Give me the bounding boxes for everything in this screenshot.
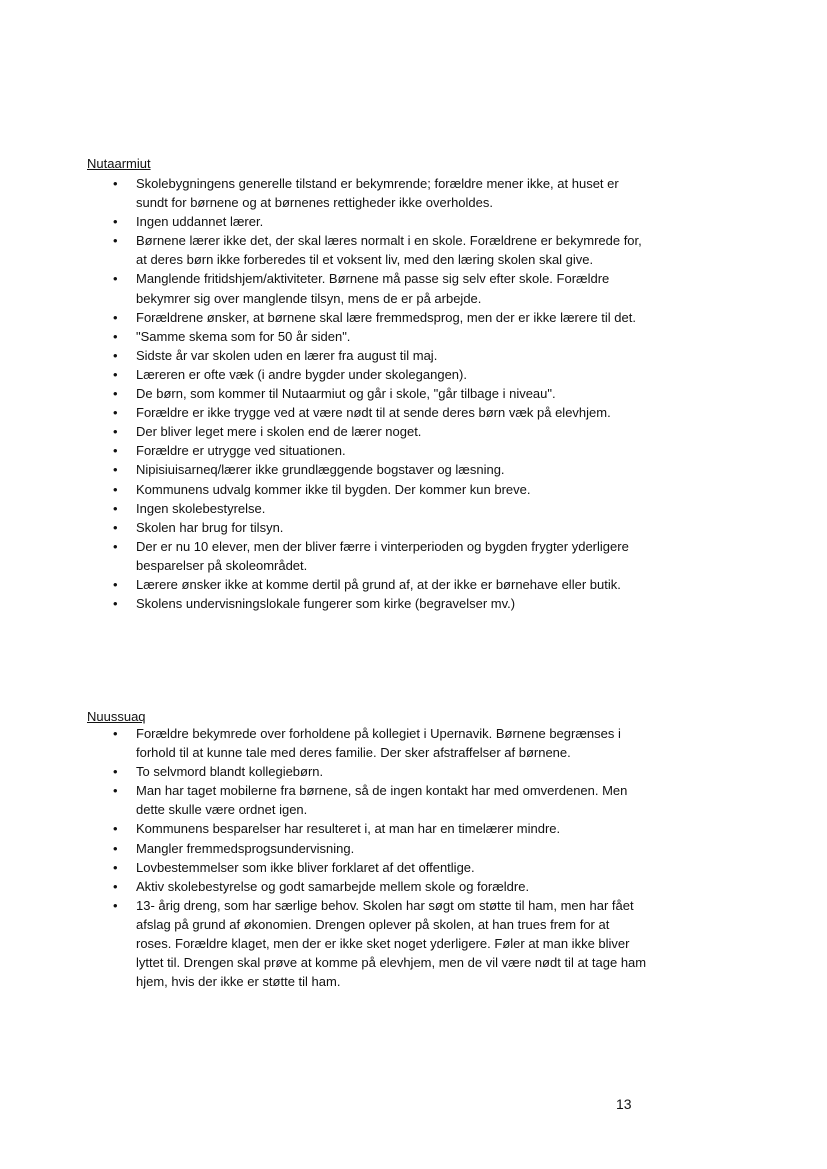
list-item: • Skolens undervisningslokale fungerer som kirke (begravelser mv.) bbox=[87, 594, 647, 613]
list-item: • Lovbestemmelser som ikke bliver forklaret af det offentlige. bbox=[87, 858, 647, 877]
bullet-icon: • bbox=[113, 538, 118, 554]
bullet-icon: • bbox=[113, 233, 118, 249]
bullet-icon: • bbox=[113, 840, 118, 856]
bullet-icon: • bbox=[113, 176, 118, 191]
bullet-icon: • bbox=[113, 309, 118, 325]
list-item: • Nipisiuisarneq/lærer ikke grundlæggende bogstaver og læsning. bbox=[87, 460, 647, 479]
list-item: • Forældre er ikke trygge ved at være nødt til at sende deres børn væk på elevhjem. bbox=[87, 403, 647, 422]
bullet-icon: • bbox=[113, 576, 118, 592]
bullet-icon: • bbox=[113, 443, 118, 459]
bullet-icon: • bbox=[113, 424, 118, 440]
list-item: • Forældre bekymrede over forholdene på kollegiet i Upernavik. Børnene begrænses i forhold til at kunne tale med deres familie. Der sker afstraffelser af børnene. bbox=[113, 726, 621, 761]
list-item: • Manglende fritidshjem/aktiviteter. Børnene må passe sig selv efter skole. Forældre bekymrer sig over manglende tilsyn, mens de er på arbejde. bbox=[113, 271, 610, 306]
list-item: • Skolen har brug for tilsyn. bbox=[87, 518, 647, 537]
bullet-icon: • bbox=[113, 500, 118, 516]
list-item: • To selvmord blandt kollegiebørn. bbox=[87, 762, 647, 781]
list-item: • Kommunens besparelser har resulteret i, at man har en timelærer mindre. bbox=[87, 819, 647, 838]
list-item: • Ingen skolebestyrelse. bbox=[87, 499, 647, 518]
list-item: • Børnene lærer ikke det, der skal læres normalt i en skole. Forældrene er bekymrede for, at deres børn ikke forberedes til et voksent liv, med den læring skolen skal give. bbox=[113, 233, 642, 268]
list-item: • Sidste år var skolen uden en lærer fra august til maj. bbox=[87, 346, 647, 365]
nutaarmiut-bullet-list bbox=[87, 174, 647, 613]
list-item: • 13- årig dreng, som har særlige behov. Skolen har søgt om støtte til ham, men har fået afslag på grund af økonomien. Drengen oplever på skolen, at han trues frem for at roses. Forældre klaget, men der er ikke sket noget yderligere. Føler at man ikke bliver lyttet til. Drengen skal prøve at komme på elevhjem, men de vil være nødt til at tage ham hjem, hvis der ikke er støtte til ham. bbox=[113, 897, 647, 990]
bullet-icon: • bbox=[113, 726, 118, 741]
list-item: • Lærere ønsker ikke at komme dertil på grund af, at der ikke er børnehave eller butik. bbox=[87, 575, 647, 594]
bullet-icon: • bbox=[113, 347, 118, 363]
list-item: • De børn, som kommer til Nutaarmiut og går i skole, "går tilbage i niveau". bbox=[87, 384, 647, 403]
nuussuaq-bullet-list bbox=[87, 724, 647, 991]
list-item: • Der bliver leget mere i skolen end de lærer noget. bbox=[87, 422, 647, 441]
list-item: • Skolebygningens generelle tilstand er bekymrende; forældre mener ikke, at huset er sundt for børnene og at børnenes rettigheder ikke overholdes. bbox=[113, 176, 619, 211]
bullet-icon: • bbox=[113, 859, 118, 875]
bullet-icon: • bbox=[113, 897, 118, 913]
section-title-nuussuaq: Nuussuaq bbox=[87, 709, 146, 724]
bullet-icon: • bbox=[113, 462, 118, 478]
list-item: • Forældrene ønsker, at børnene skal lære fremmedsprog, men der er ikke lærere til det. bbox=[87, 308, 647, 327]
bullet-icon: • bbox=[113, 519, 118, 535]
list-item: • Der er nu 10 elever, men der bliver færre i vinterperioden og bygden frygter yderligere besparelser på skoleområdet. bbox=[113, 538, 629, 573]
list-item: • Forældre er utrygge ved situationen. bbox=[87, 441, 647, 460]
list-item: • Kommunens udvalg kommer ikke til bygden. Der kommer kun breve. bbox=[87, 480, 647, 499]
list-item: • Man har taget mobilerne fra børnene, så de ingen kontakt har med omverdenen. Men dette skulle være ordnet igen. bbox=[113, 783, 628, 818]
list-item: • Aktiv skolebestyrelse og godt samarbejde mellem skole og forældre. bbox=[87, 877, 647, 896]
bullet-icon: • bbox=[113, 878, 118, 894]
list-item: • Læreren er ofte væk (i andre bygder under skolegangen). bbox=[87, 365, 647, 384]
bullet-icon: • bbox=[113, 386, 118, 402]
list-item: • Ingen uddannet lærer. bbox=[87, 212, 647, 231]
bullet-icon: • bbox=[113, 596, 118, 612]
bullet-icon: • bbox=[113, 271, 118, 287]
section-title-nutaarmiut: Nutaarmiut bbox=[87, 156, 151, 171]
list-item: • "Samme skema som for 50 år siden". bbox=[87, 327, 647, 346]
page-number: 13 bbox=[616, 1096, 632, 1112]
bullet-icon: • bbox=[113, 366, 118, 382]
bullet-icon: • bbox=[113, 405, 118, 421]
bullet-icon: • bbox=[113, 481, 118, 497]
bullet-icon: • bbox=[113, 214, 118, 230]
bullet-icon: • bbox=[113, 764, 118, 780]
bullet-icon: • bbox=[113, 783, 118, 799]
bullet-icon: • bbox=[113, 821, 118, 837]
list-item: • Mangler fremmedsprogsundervisning. bbox=[87, 839, 647, 858]
bullet-icon: • bbox=[113, 328, 118, 344]
